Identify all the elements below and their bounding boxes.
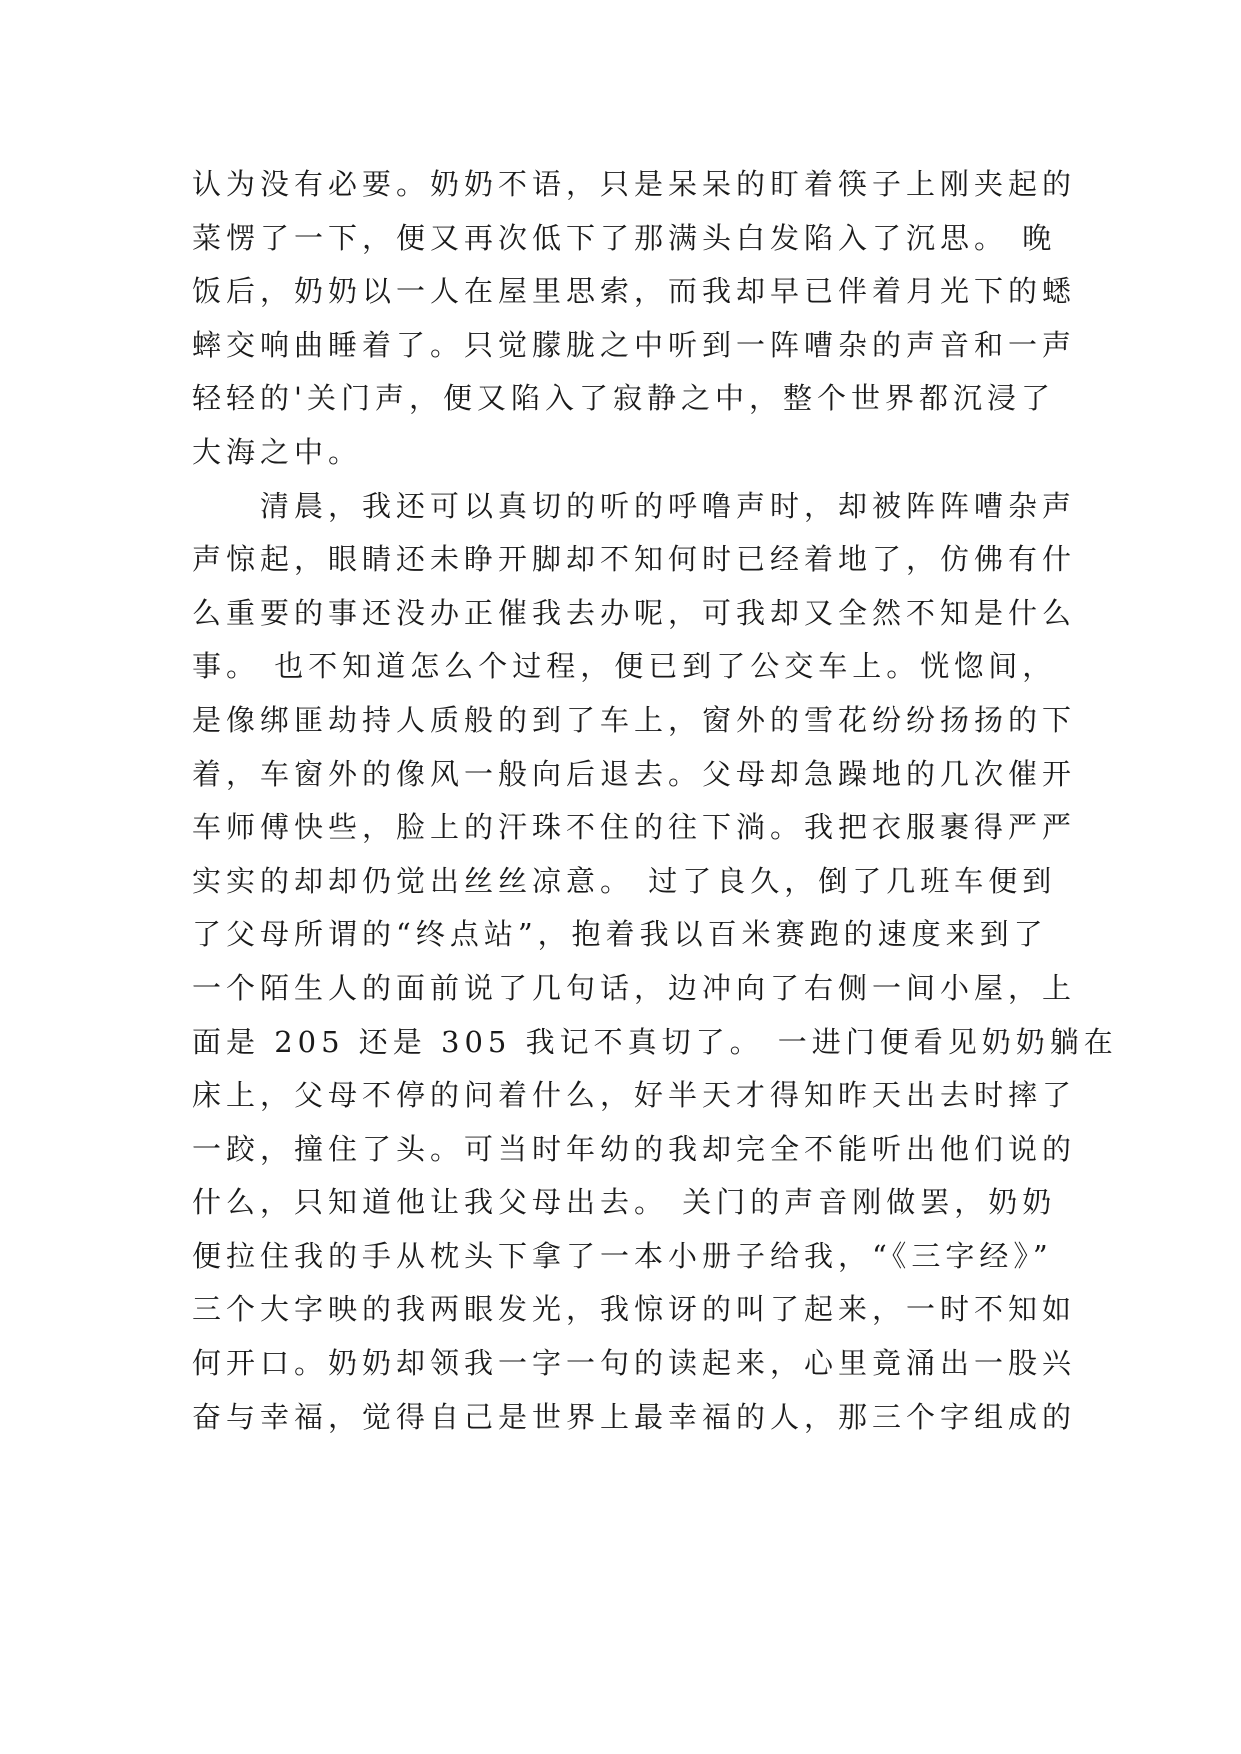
text-line: 便拉住我的手从枕头下拿了一本小册子给我，“《三字经》” <box>192 1238 1053 1273</box>
text-line: 菜愣了一下，便又再次低下了那满头白发陷入了沉思。 晚 <box>192 220 1057 255</box>
text-line: 实实的却却仍觉出丝丝凉意。 过了良久，倒了几班车便到 <box>192 863 1057 898</box>
text-line: 事。 也不知道怎么个过程，便已到了公交车上。恍惚间， <box>192 649 1057 684</box>
text-line: 什么，只知道他让我父母出去。 关门的声音刚做罢，奶奶 <box>192 1185 1057 1220</box>
text-line: 饭后，奶奶以一人在屋里思索，而我却早已伴着月光下的蟋 <box>192 274 1077 309</box>
text-line: 面是 205 还是 305 我记不真切了。 一进门便看见奶奶躺在 <box>192 1024 1118 1059</box>
text-line: 何开口。奶奶却领我一字一句的读起来，心里竟涌出一股兴 <box>192 1346 1077 1381</box>
text-line: 一跤，撞住了头。可当时年幼的我却完全不能听出他们说的 <box>192 1131 1077 1166</box>
text-line: 清晨，我还可以真切的听的呼噜声时，却被阵阵嘈杂声 <box>192 488 1077 523</box>
text-line: 轻轻的'关门声，便又陷入了寂静之中，整个世界都沉浸了 <box>192 381 1055 416</box>
text-line: 大海之中。 <box>192 434 363 469</box>
text-line: 么重要的事还没办正催我去办呢，可我却又全然不知是什么 <box>192 595 1077 630</box>
text-line: 蟀交响曲睡着了。只觉朦胧之中听到一阵嘈杂的声音和一声 <box>192 327 1077 362</box>
text-line: 一个陌生人的面前说了几句话，边冲向了右侧一间小屋，上 <box>192 970 1077 1005</box>
text-line: 奋与幸福，觉得自己是世界上最幸福的人，那三个字组成的 <box>192 1399 1077 1434</box>
body-text <box>192 158 1118 1444</box>
text-line: 认为没有必要。奶奶不语，只是呆呆的盯着筷子上刚夹起的 <box>192 167 1077 201</box>
text-line: 床上，父母不停的问着什么，好半天才得知昨天出去时摔了 <box>192 1078 1077 1113</box>
text-line: 三个大字映的我两眼发光，我惊讶的叫了起来，一时不知如 <box>192 1292 1077 1327</box>
text-line: 了父母所谓的“终点站”，抱着我以百米赛跑的速度来到了 <box>192 917 1048 952</box>
text-line: 是像绑匪劫持人质般的到了车上，窗外的雪花纷纷扬扬的下 <box>192 702 1077 737</box>
text-line: 车师傅快些，脸上的汗珠不住的往下淌。我把衣服裹得严严 <box>192 810 1077 845</box>
text-line: 声惊起，眼睛还未睁开脚却不知何时已经着地了，仿佛有什 <box>192 542 1077 577</box>
text-line: 着，车窗外的像风一般向后退去。父母却急躁地的几次催开 <box>192 756 1077 791</box>
